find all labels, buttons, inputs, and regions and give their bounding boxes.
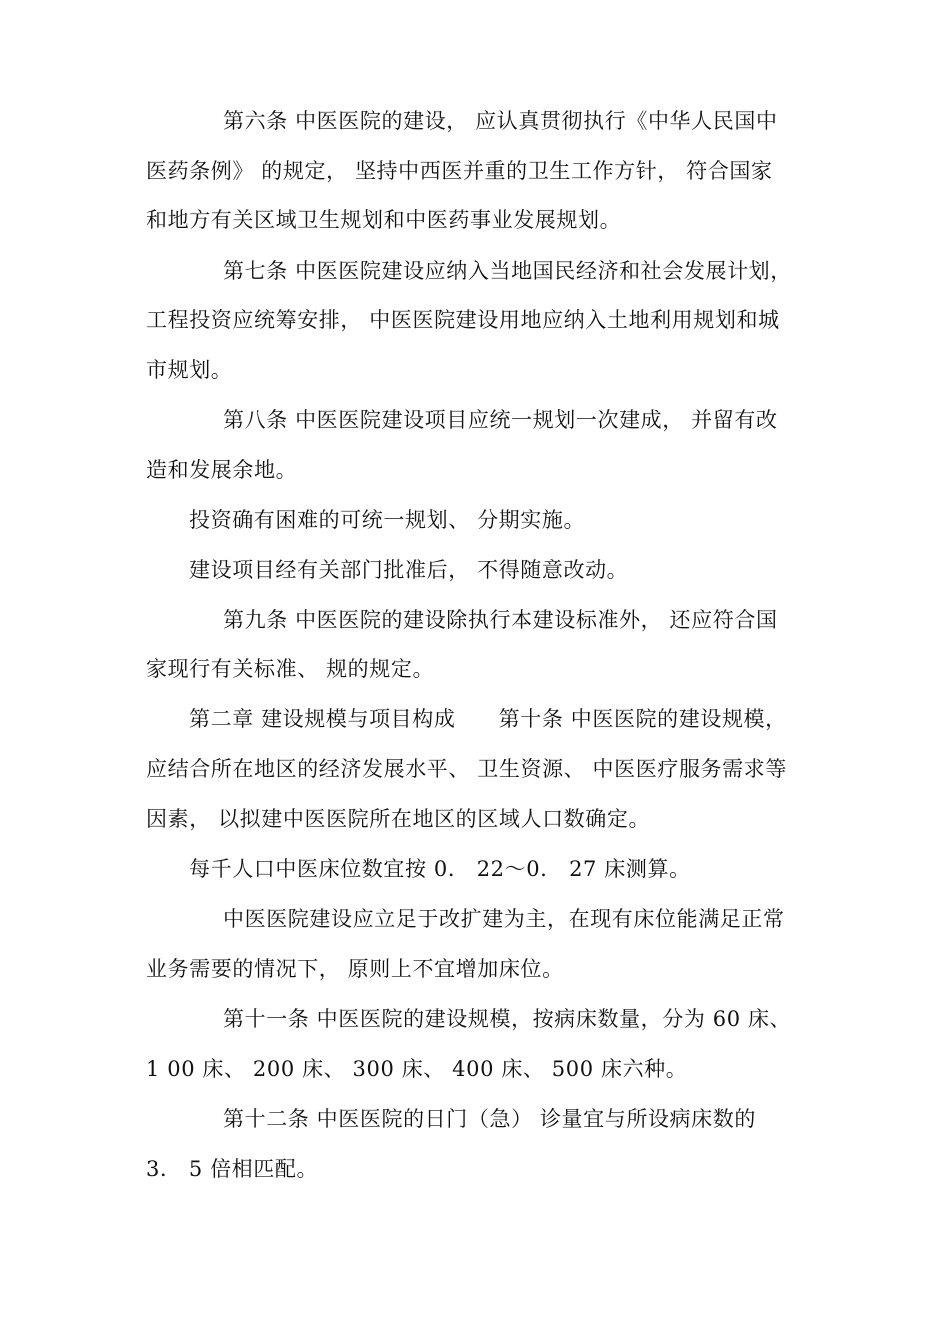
article-8-line-4: 建设项目经有关部门批准后， 不得随意改动。 bbox=[189, 558, 629, 582]
article-8-line-3: 投资确有困难的可统一规划、 分期实施。 bbox=[189, 508, 586, 532]
article-12-line-1: 第十二条 中医医院的日门（急） 诊量宜与所设病床数的 bbox=[223, 1107, 756, 1131]
article-10-line-3: 因素， 以拟建中医医院所在地区的区域人口数确定。 bbox=[146, 807, 651, 831]
article-12-line-2: 3． 5 倍相匹配。 bbox=[146, 1157, 319, 1181]
article-9-line-2: 家现行有关标准、 规的规定。 bbox=[146, 657, 435, 681]
article-10-line-6: 业务需要的情况下， 原则上不宜增加床位。 bbox=[146, 957, 564, 981]
article-7-line-2: 工程投资应统筹安排， 中医医院建设用地应纳入土地利用规划和城 bbox=[146, 308, 780, 332]
article-8-line-1: 第八条 中医医院建设项目应统一规划一次建成， 并留有改 bbox=[223, 408, 778, 432]
article-10-line-2: 应结合所在地区的经济发展水平、 卫生资源、 中医医疗服务需求等 bbox=[146, 757, 787, 781]
chapter-2-article-10-line-1: 第二章 建设规模与项目构成 第十条 中医医院的建设规模， bbox=[189, 707, 787, 731]
article-6-line-2: 医药条例》 的规定， 坚持中西医并重的卫生工作方针， 符合国家 bbox=[146, 159, 773, 183]
article-10-line-4: 每千人口中医床位数宜按 0． 22～0． 27 床测算。 bbox=[189, 857, 691, 881]
article-10-line-5: 中医医院建设应立足于改扩建为主，在现有床位能满足正常 bbox=[223, 907, 785, 931]
article-6-line-3: 和地方有关区域卫生规划和中医药事业发展规划。 bbox=[146, 208, 622, 232]
article-8-line-2: 造和发展余地。 bbox=[146, 458, 298, 482]
article-7-line-1: 第七条 中医医院建设应纳入当地国民经济和社会发展计划， bbox=[223, 259, 792, 283]
article-11-line-1: 第十一条 中医医院的建设规模，按病床数量，分为 60 床、 bbox=[223, 1007, 792, 1031]
article-6-line-1: 第六条 中医医院的建设， 应认真贯彻执行《中华人民国中 bbox=[223, 109, 778, 133]
article-9-line-1: 第九条 中医医院的建设除执行本建设标准外， 还应符合国 bbox=[223, 608, 778, 632]
article-11-line-2: 1 00 床、 200 床、 300 床、 400 床、 500 床六种。 bbox=[146, 1057, 688, 1081]
article-7-line-3: 市规划。 bbox=[146, 358, 233, 382]
